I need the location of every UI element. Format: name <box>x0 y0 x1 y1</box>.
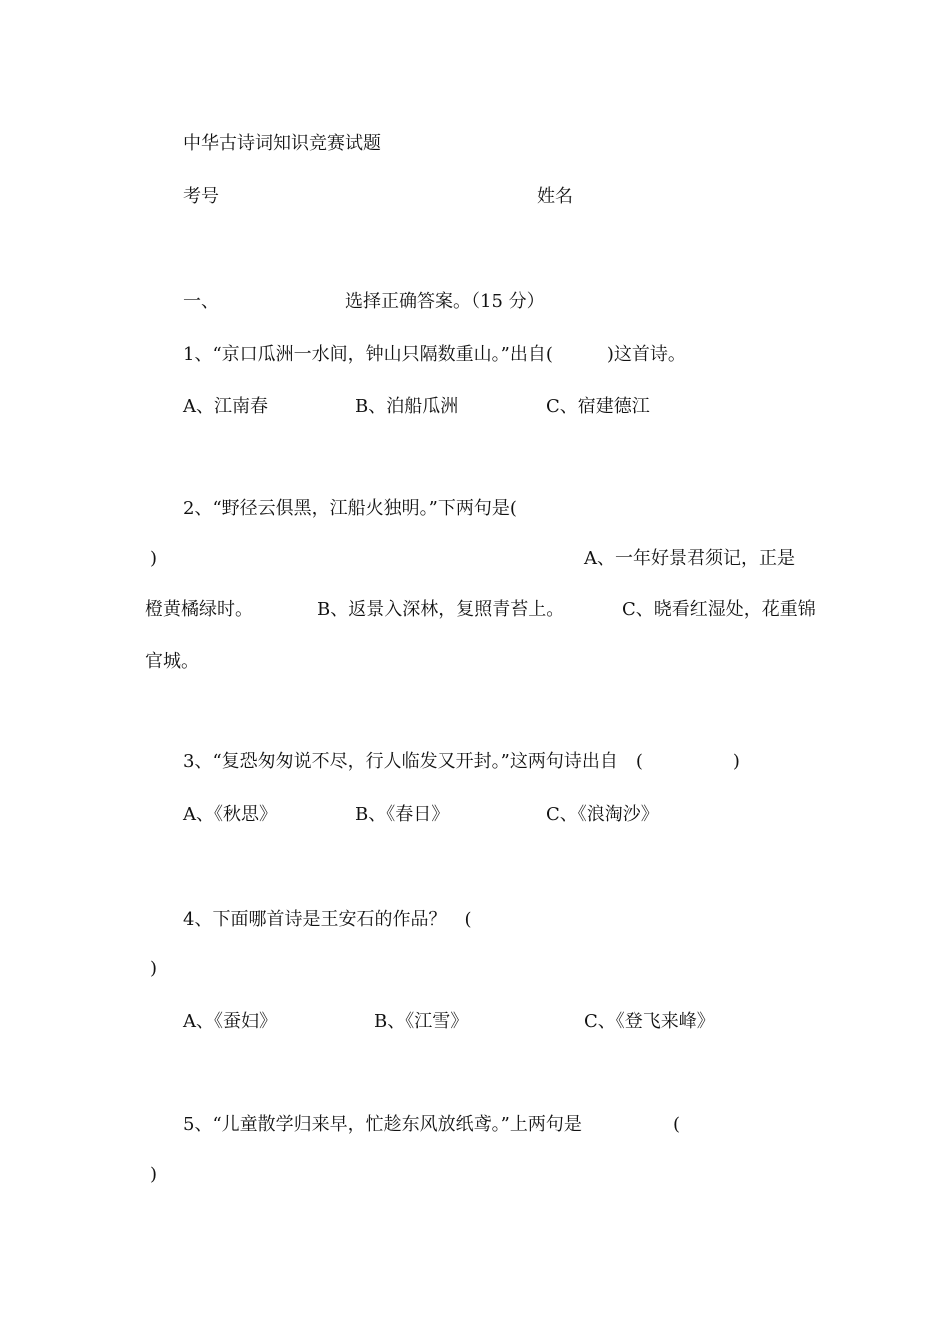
section-heading: 选择正确答案。（15 分） <box>345 291 545 312</box>
question-1-option-b: B、泊船瓜洲 <box>355 396 459 417</box>
question-5-close-paren: ) <box>150 1164 158 1185</box>
question-2-close-paren: ) <box>150 548 158 569</box>
question-3-option-b: B、《春日》 <box>355 804 450 825</box>
question-1-stem: 1、“京口瓜洲一水间，钟山只隔数重山。”出自( )这首诗。 <box>183 344 686 365</box>
question-1-option-a: A、江南春 <box>183 396 268 417</box>
question-4-close-paren: ) <box>150 958 158 979</box>
question-4-option-c: C、《登飞来峰》 <box>584 1011 715 1032</box>
exam-number-label: 考号 <box>183 186 219 207</box>
question-4-stem: 4、下面哪首诗是王安石的作品？ ( <box>183 909 472 930</box>
question-1-option-c: C、宿建德江 <box>546 396 650 417</box>
question-2-option-c: C、晓看红湿处，花重锦 <box>622 599 816 620</box>
question-5-open-paren: ( <box>673 1114 681 1135</box>
question-4-option-a: A、《蚕妇》 <box>183 1011 277 1032</box>
question-2-stem: 2、“野径云俱黑，江船火独明。”下两句是( <box>183 498 517 519</box>
question-3-option-c: C、《浪淘沙》 <box>546 804 659 825</box>
document-title: 中华古诗词知识竞赛试题 <box>183 133 381 154</box>
question-3-stem: 3、“复恐匆匆说不尽，行人临发又开封。”这两句诗出自 ( ) <box>183 751 740 772</box>
question-2-option-a-cont: 橙黄橘绿时。 <box>145 599 253 620</box>
question-2-option-c-cont: 官城。 <box>145 651 199 672</box>
question-3-option-a: A、《秋思》 <box>183 804 277 825</box>
question-5-stem: 5、“儿童散学归来早，忙趁东风放纸鸢。”上两句是 <box>183 1114 582 1135</box>
question-4-option-b: B、《江雪》 <box>374 1011 469 1032</box>
name-label: 姓名 <box>537 186 573 207</box>
question-2-option-b: B、返景入深林，复照青苔上。 <box>317 599 565 620</box>
section-number: 一、 <box>183 291 219 312</box>
question-2-option-a: A、一年好景君须记，正是 <box>584 548 795 569</box>
